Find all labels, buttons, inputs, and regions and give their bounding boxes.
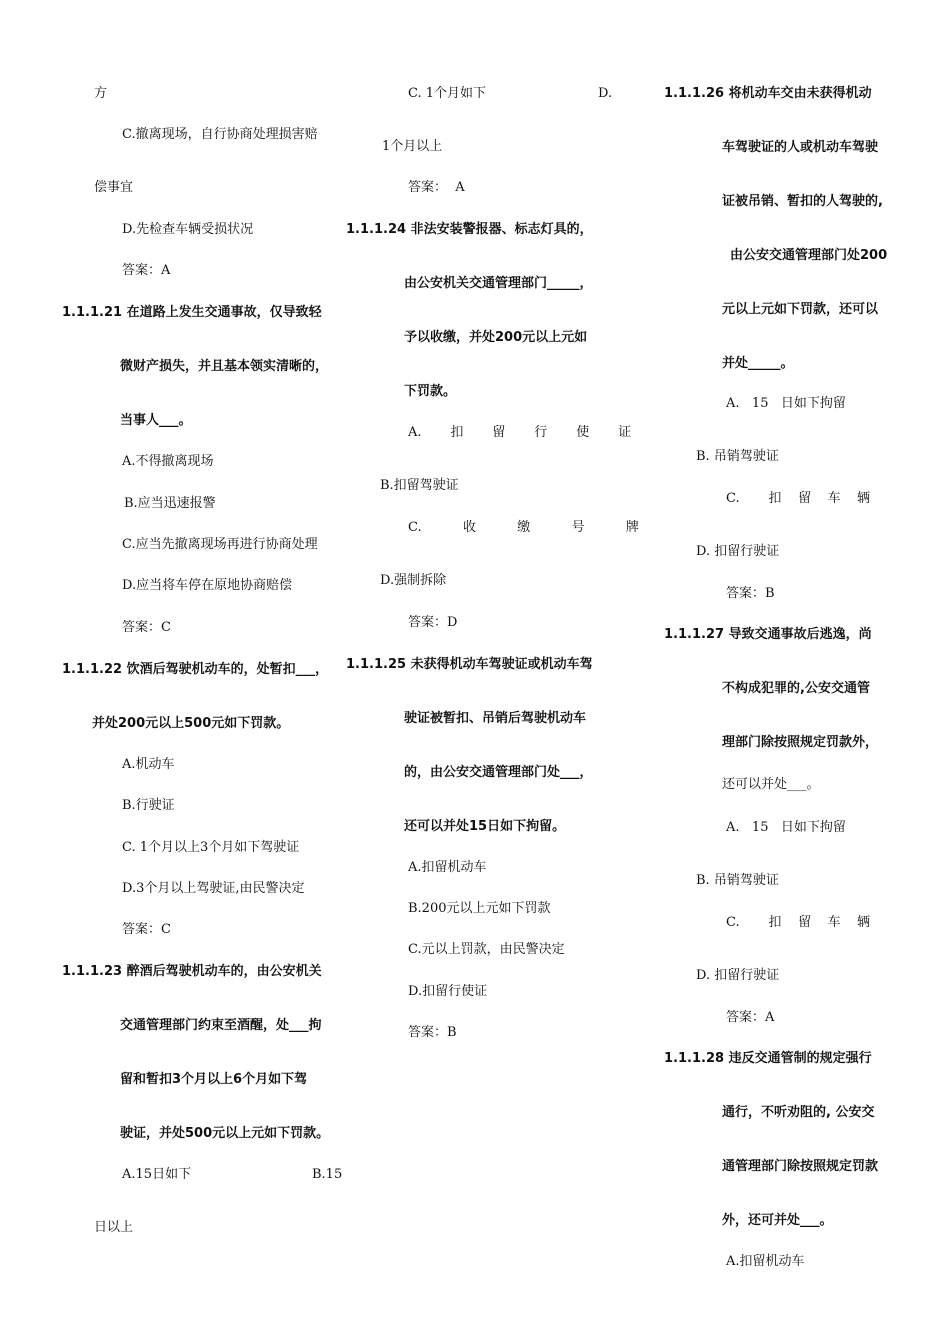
question-24-text: 下罚款。 [404, 384, 457, 399]
question-25-title: 1.1.1.25 未获得机动车驾驶证或机动车驾 [346, 657, 593, 672]
option-b: B. 吊销驾驶证 [696, 873, 779, 888]
option-c: C. 扣 留 车 辆 [726, 491, 871, 506]
left-text-line: 方 [94, 86, 108, 101]
question-23-title: 1.1.1.23 醉酒后驾驶机动车的，由公安机关 [62, 964, 322, 979]
option-c: C.应当先撤离现场再进行协商处理 [122, 537, 318, 552]
question-26-text: 由公安交通管理部门处200 [730, 248, 888, 263]
question-25-text: 驶证被暂扣、吊销后驾驶机动车 [404, 711, 587, 726]
question-21-text: 当事人___。 [120, 413, 192, 428]
option-a: A.扣留机动车 [726, 1254, 805, 1269]
option-a: A.机动车 [122, 757, 175, 772]
option-b: B. 吊销驾驶证 [696, 449, 779, 464]
option-a: A.不得撤离现场 [122, 454, 214, 469]
answer: 答案：B [408, 1025, 457, 1040]
question-27-text: 理部门除按照规定罚款外， [722, 735, 879, 750]
option-d-continued: 1个月以上 [382, 139, 443, 154]
option-c: C. 1个月以上3个月如下驾驶证 [122, 840, 300, 855]
option-c: C.撤离现场，自行协商处理损害赔 [122, 127, 318, 142]
question-21-title: 1.1.1.21 在道路上发生交通事故，仅导致轻 [62, 305, 322, 320]
option-b: B.15 [312, 1167, 343, 1182]
question-28-title: 1.1.1.28 违反交通管制的规定强行 [664, 1051, 872, 1066]
question-23-text: 留和暂扣3个月以上6个月如下驾 [120, 1072, 308, 1087]
option-d: D.扣留行使证 [408, 984, 488, 999]
question-26-title: 1.1.1.26 将机动车交由未获得机动 [664, 86, 872, 101]
option-d: D.强制拆除 [380, 573, 447, 588]
answer: 答案：A [726, 1010, 775, 1025]
question-22-title: 1.1.1.22 饮酒后驾驶机动车的，处暂扣___， [62, 662, 329, 677]
question-24-text: 由公安机关交通管理部门_____， [404, 276, 593, 291]
answer: 答案：B [726, 586, 775, 601]
question-23-text: 交通管理部门约束至酒醒，处___拘 [120, 1018, 322, 1033]
option-a: A. 15 日如下拘留 [726, 396, 846, 411]
question-27-text: 不构成犯罪的,公安交通管 [722, 681, 870, 696]
option-b: B.应当迅速报警 [124, 496, 216, 511]
option-c: C. 1个月如下 [408, 86, 487, 101]
answer: 答案：D [408, 615, 458, 630]
question-26-text: 并处_____。 [722, 356, 794, 371]
option-d: D.3个月以上驾驶证,由民警决定 [122, 881, 305, 896]
answer: 答案：A [122, 263, 171, 278]
question-22-text: 并处200元以上500元如下罚款。 [92, 716, 290, 731]
option-d: D. 扣留行驶证 [696, 544, 780, 559]
option-a: A. 15 日如下拘留 [726, 820, 846, 835]
option-a: A.扣留机动车 [408, 860, 487, 875]
question-28-text: 通管理部门除按照规定罚款 [722, 1159, 879, 1174]
option-a: A.15日如下 [122, 1167, 192, 1182]
left-text-line: 偿事宜 [94, 180, 134, 195]
option-d: D.先检查车辆受损状况 [122, 222, 254, 237]
option-b: B.扣留驾驶证 [380, 478, 459, 493]
question-23-text: 驶证，并处500元以上元如下罚款。 [120, 1126, 330, 1141]
question-24-title: 1.1.1.24 非法安装警报器、标志灯具的， [346, 222, 593, 237]
option-d: D.应当将车停在原地协商赔偿 [122, 578, 293, 593]
answer: 答案：C [122, 922, 171, 937]
question-27-text: 还可以并处___。 [722, 777, 820, 792]
question-24-text: 予以收缴，并处200元以上元如 [404, 330, 588, 345]
option-c: C.元以上罚款，由民警决定 [408, 942, 565, 957]
question-21-text: 微财产损失，并且基本领实清晰的， [120, 359, 329, 374]
option-c: C. 扣 留 车 辆 [726, 915, 871, 930]
option-d: D. [598, 86, 613, 101]
question-25-text: 还可以并处15日如下拘留。 [404, 819, 566, 834]
answer: 答案：C [122, 620, 171, 635]
option-a: A. 扣 留 行 使 证 [408, 425, 632, 440]
option-d: D. 扣留行驶证 [696, 968, 780, 983]
option-c: C. 收 缴 号 牌 [408, 520, 639, 535]
answer: 答案： A [408, 180, 465, 195]
question-26-text: 证被吊销、暂扣的人驾驶的, [722, 194, 883, 209]
question-27-title: 1.1.1.27 导致交通事故后逃逸，尚 [664, 627, 872, 642]
question-26-text: 车驾驶证的人或机动车驾驶 [722, 140, 879, 155]
question-26-text: 元以上元如下罚款，还可以 [722, 302, 879, 317]
question-28-text: 外，还可并处___。 [722, 1213, 833, 1228]
option-b: B.200元以上元如下罚款 [408, 901, 551, 916]
option-b: B.行驶证 [122, 798, 175, 813]
question-25-text: 的，由公安交通管理部门处___， [404, 765, 593, 780]
question-28-text: 通行，不听劝阻的, 公安交 [722, 1105, 875, 1120]
option-b-continued: 日以上 [94, 1220, 134, 1235]
